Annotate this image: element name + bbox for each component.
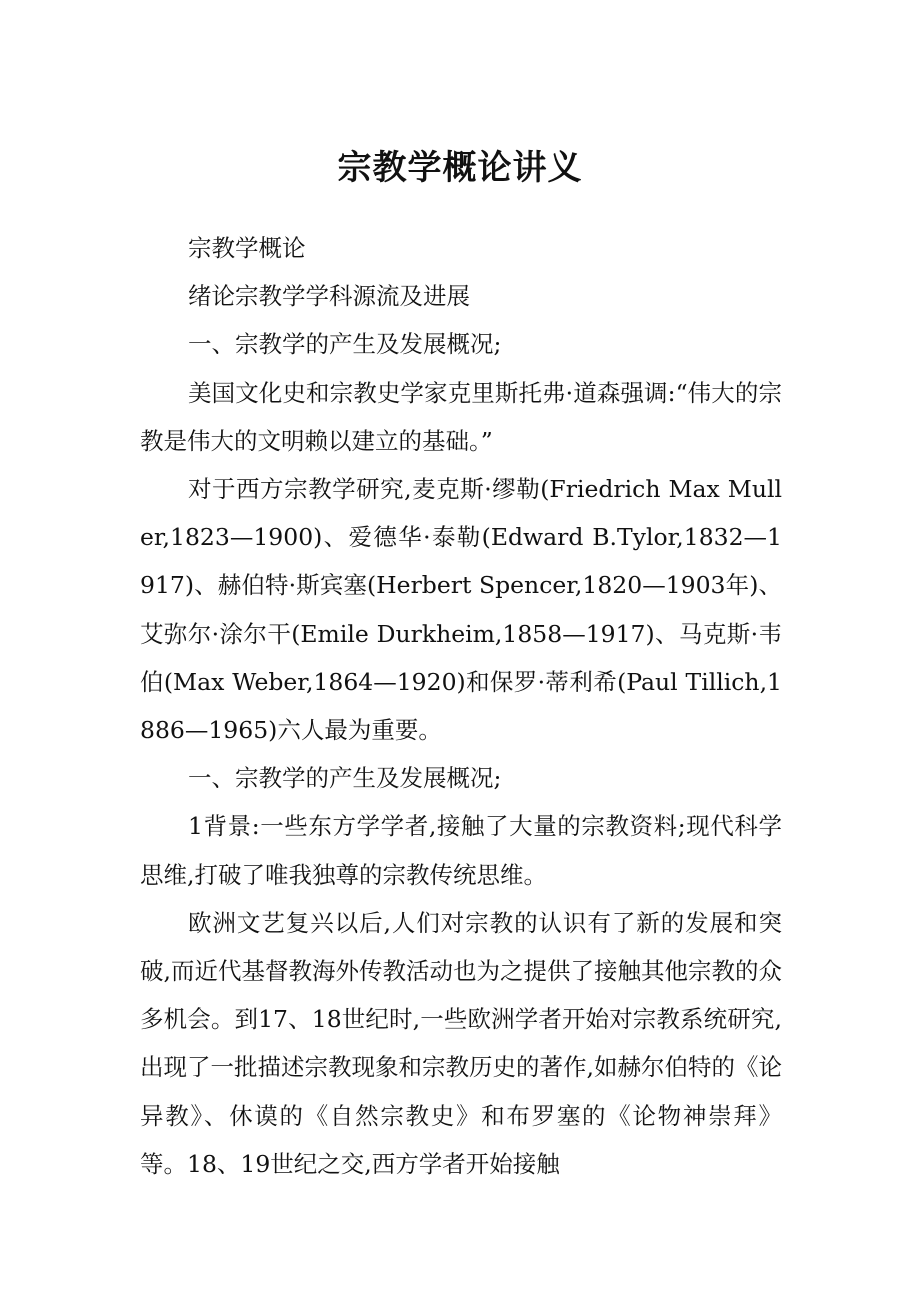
paragraph: 对于西方宗教学研究,麦克斯·缪勒(Friedrich Max Muller,1823—1900)、爱德华·泰勒(Edward B.Tylor,1832—1917)、赫伯特·斯宾塞(Herbert Spencer,1820—1903年)、艾弥尔·涂尔干(Emile Durkheim,1858—1917)、马克斯·韦伯(Max Weber,1864—1920)和保罗·蒂利希(Paul Tillich,1886—1965)六人最为重要。	[140, 475, 782, 745]
paragraph: 一、宗教学的产生及发展概况;	[188, 764, 502, 793]
paragraph: 1背景:一些东方学学者,接触了大量的宗教资料;现代科学思维,打破了唯我独尊的宗教传统思维。	[140, 812, 782, 889]
paragraph: 一、宗教学的产生及发展概况;	[188, 330, 502, 359]
paragraph: 宗教学概论	[188, 234, 306, 262]
document-body	[140, 224, 782, 1188]
paragraph: 欧洲文艺复兴以后,人们对宗教的认识有了新的发展和突破,而近代基督教海外传教活动也为之提供了接触其他宗教的众多机会。到17、18世纪时,一些欧洲学者开始对宗教系统研究,出现了一批描述宗教现象和宗教历史的著作,如赫尔伯特的《论异教》、休谟的《自然宗教史》和布罗塞的《论物神崇拜》等。18、19世纪之交,西方学者开始接触	[140, 908, 782, 1178]
document-title: 宗教学概论讲义	[337, 148, 583, 188]
paragraph: 美国文化史和宗教史学家克里斯托弗·道森强调:“伟大的宗教是伟大的文明赖以建立的基础。”	[140, 378, 782, 455]
paragraph: 绪论宗教学学科源流及进展	[188, 282, 470, 311]
